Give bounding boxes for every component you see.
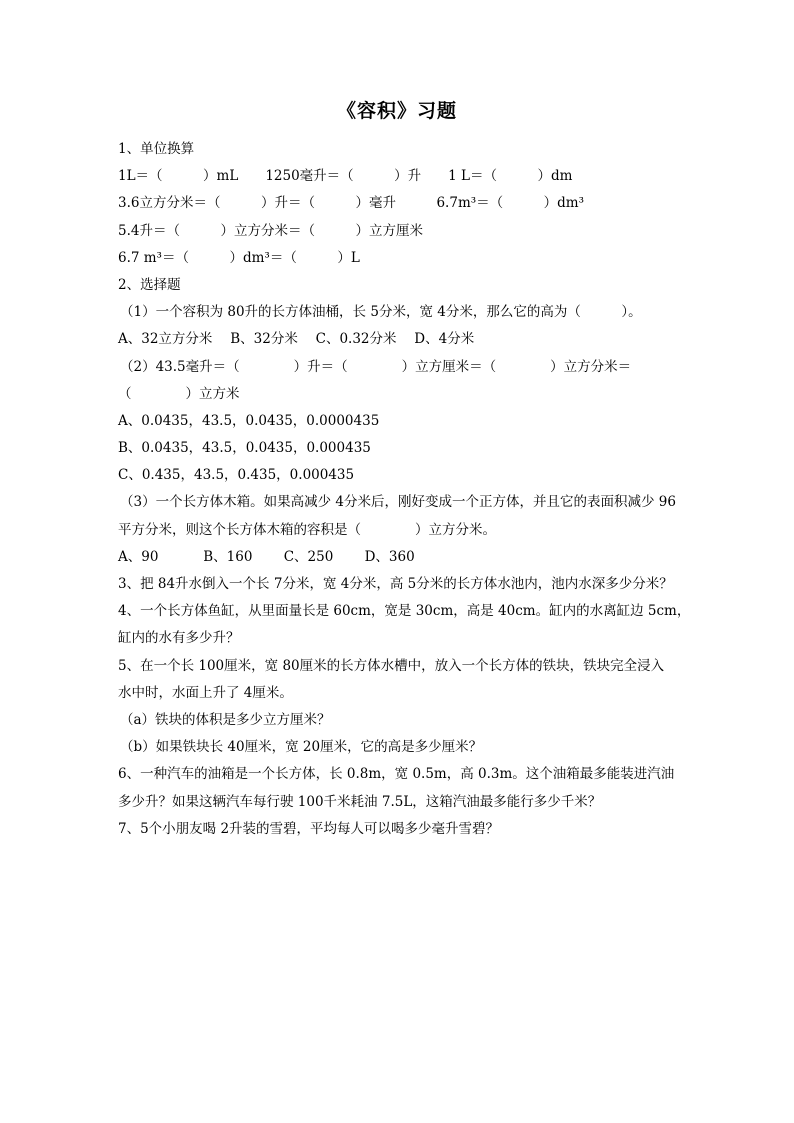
question-3-stem-continued: 平方分米，则这个长方体木箱的容积是（ ）立方分米。 xyxy=(118,521,496,538)
conversion-line-1: 1L＝（ ）mL 1250毫升＝（ ）升 1 L＝（ ）dm xyxy=(118,168,573,185)
page-title: 《容积》习题 xyxy=(336,100,457,122)
conversion-line-3: 5.4升＝（ ）立方分米＝（ ）立方厘米 xyxy=(118,222,423,239)
question-2-option-a: A、0.0435，43.5，0.0435，0.0000435 xyxy=(118,412,380,429)
problem-6: 6、一种汽车的油箱是一个长方体，长 0.8m，宽 0.5m，高 0.3m。这个油箱最多能装进汽油 xyxy=(118,766,675,783)
problem-4: 4、一个长方体鱼缸，从里面量长是 60cm，宽是 30cm，高是 40cm。缸内的水离缸边 5cm， xyxy=(118,603,691,620)
problem-6-continued: 多少升？如果这辆汽车每行驶 100千米耗油 7.5L，这箱汽油最多能行多少千米？ xyxy=(118,793,602,810)
question-2-stem: （2）43.5毫升＝（ ）升＝（ ）立方厘米＝（ ）立方分米＝ xyxy=(120,358,632,375)
conversion-line-2: 3.6立方分米＝（ ）升＝（ ）毫升 6.7m³＝（ ）dm³ xyxy=(118,195,585,212)
question-2-stem-continued: （ ）立方米 xyxy=(118,385,240,402)
section-heading-multiple-choice: 2、选择题 xyxy=(118,276,181,293)
conversion-line-4: 6.7 m³＝（ ）dm³＝（ ）L xyxy=(118,249,360,266)
question-2-option-b: B、0.0435，43.5，0.0435，0.000435 xyxy=(118,440,371,457)
problem-5: 5、在一个长 100厘米，宽 80厘米的长方体水槽中，放入一个长方体的铁块，铁块完全浸入 xyxy=(118,657,665,674)
problem-5-part-a: （a）铁块的体积是多少立方厘米？ xyxy=(120,711,331,728)
section-heading-unit-conversion: 1、单位换算 xyxy=(118,141,195,157)
question-3-options: A、90 B、160 C、250 D、360 xyxy=(118,548,415,565)
problem-5-part-b: （b）如果铁块长 40厘米，宽 20厘米，它的高是多少厘米？ xyxy=(120,739,483,756)
problem-3: 3、把 84升水倒入一个长 7分米，宽 4分米，高 5分米的长方体水池内，池内水深多少分米？ xyxy=(118,576,673,592)
question-2-option-c: C、0.435，43.5，0.435，0.000435 xyxy=(118,467,355,484)
problem-7: 7、5个小朋友喝 2升装的雪碧，平均每人可以喝多少毫升雪碧？ xyxy=(118,820,500,837)
problem-4-continued: 缸内的水有多少升？ xyxy=(118,630,240,647)
problem-5-continued: 水中时，水面上升了 4厘米。 xyxy=(118,684,293,701)
question-1-stem: （1）一个容积为 80升的长方体油桶，长 5分米，宽 4分米，那么它的高为（ ）。 xyxy=(120,304,642,321)
question-1-options: A、32立方分米 B、32分米 C、0.32分米 D、4分米 xyxy=(118,331,475,348)
question-3-stem: （3）一个长方体木箱。如果高减少 4分米后，刚好变成一个正方体，并且它的表面积减少 96 xyxy=(120,494,676,511)
exercise-body xyxy=(118,136,691,843)
